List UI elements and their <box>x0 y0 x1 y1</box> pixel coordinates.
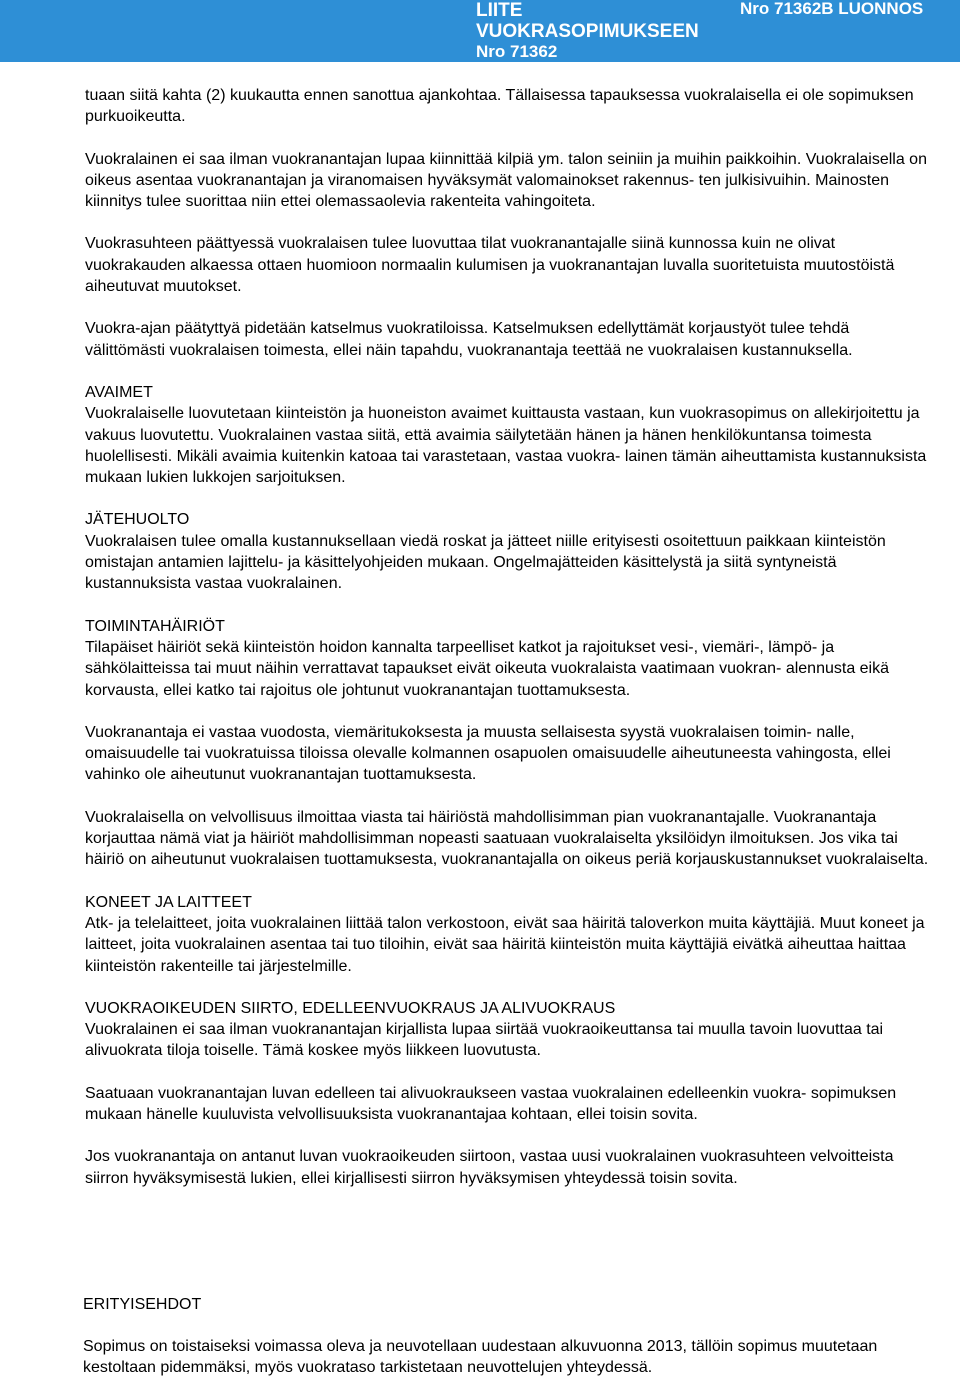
header-document-number: Nro 71362B LUONNOS <box>740 0 924 18</box>
section-heading-disruptions: TOIMINTAHÄIRIÖT <box>85 617 225 635</box>
header-title-line1: LIITE <box>476 0 523 21</box>
paragraph-waste: Vuokralaisen tulee omalla kustannuksellaan viedä roskat ja jätteet niille erityisesti osoitettuun paikkaan kiinteistön omistajan antamien lajittelu- ja käsittelyohjeiden mukaan. Ongelmajätteiden käsittelystä ja siitä syntyneistä kustannuksista vastaa vuokralainen. <box>85 532 886 593</box>
paragraph-transfer-3: Jos vuokranantaja on antanut luvan vuokraoikeuden siirtoon, vastaa uusi vuokralainen vuokrasuhteen velvoitteista siirron hyväksymisestä lukien, ellei kirjallisesti siirron hyväksymisen yhteydessä toisin sovita. <box>85 1148 894 1187</box>
section-heading-keys: AVAIMET <box>85 383 153 401</box>
paragraph-disruptions-1: Tilapäiset häiriöt sekä kiinteistön hoidon kannalta tarpeelliset katkot ja rajoitukset vesi-, viemäri-, lämpö- ja sähkölaitteissa tai muut näihin verrattavat tapaukset eivät oikeuta vuokralaista vaatimaan vuokran- alennusta eikä korvausta, ellei katko tai rajoitus ole johtunut vuokranantajan tuottamuksesta. <box>85 638 890 699</box>
document-body <box>85 85 930 1189</box>
paragraph-notice: tuaan siitä kahta (2) kuukautta ennen sanottua ajankohtaa. Tällaisessa tapauksessa vuokralaisella ei ole sopimuksen purkuoikeutta. <box>85 87 914 126</box>
paragraph-disruptions-2: Vuokranantaja ei vastaa vuodosta, viemäritukoksesta ja muusta sellaisesta syystä vuokralaisen toimin- nalle, omaisuudelle tai vuokratuissa tiloissa olevalle kolmannen osapuolen omaisuudelle aiheutuneesta vahingosta, ellei vahinko ole aiheutunut vuokranantajan tuottamuksesta. <box>85 723 891 784</box>
paragraph-equipment: Atk- ja telelaitteet, joita vuokralainen liittää talon verkostoon, eivät saa häiritä taloverkon muita käyttäjiä. Muut koneet ja laitteet, joita vuokralainen asentaa tai tuo tiloihin, eivät saa häiritä kiinteistön muita käyttäjiä eivätkä aiheuttaa haittaa kiinteistön rakenteille tai järjestelmille. <box>85 914 925 975</box>
section-heading-equipment: KONEET JA LAITTEET <box>85 893 252 911</box>
paragraph-signs: Vuokralainen ei saa ilman vuokranantajan lupaa kiinnittää kilpiä ym. talon seiniin ja muihin paikkoihin. Vuokralaisella on oikeus asentaa vuokranantajan ja viranomaisen hyväksymät valomainokset rakennus- ten julkisivuihin. Mainosten kiinnitys tulee suorittaa niin ettei olemassaolevia rakenteita vahingoiteta. <box>85 150 927 211</box>
paragraph-special-terms: Sopimus on toistaiseksi voimassa oleva ja neuvotellaan uudestaan alkuvuonna 2013, tällöin sopimus muutetaan kestoltaan pidemmäksi, myös vuokrataso tarkistetaan neuvottelujen yhteydessä. <box>83 1338 878 1377</box>
paragraph-end-of-lease: Vuokrasuhteen päättyessä vuokralaisen tulee luovuttaa tilat vuokranantajalle siinä kunnossa kuin ne olivat vuokrakauden alkaessa ottaen huomioon normaalin kulumisen ja vuokranantajan luvalla suoritetuista muutostöistä aiheutuvat muutokset. <box>85 235 895 296</box>
paragraph-disruptions-3: Vuokralaisella on velvollisuus ilmoittaa viasta tai häiriöstä mahdollisimman pian vuokranantajalle. Vuokranantaja korjauttaa nämä viat ja häiriöt mahdollisimman nopeasti saatuaan vuokralaiselta yksilöidyn ilmoituksen. Jos vika tai häiriö on aiheutunut vuokralaisen tuottamuksesta, vuokranantajalla on oikeus periä korjauskustannukset vuokralaiselta. <box>85 808 929 869</box>
paragraph-transfer-2: Saatuaan vuokranantajan luvan edelleen tai alivuokraukseen vastaa vuokralainen edelleenkin vuokra- sopimuksen mukaan hänelle kuuluvista velvollisuuksista vuokranantajaa kohtaan, ellei toisin sovita. <box>85 1084 897 1123</box>
section-heading-special-terms: ERITYISEHDOT <box>83 1296 202 1313</box>
header-title-line3: Nro 71362 <box>476 42 558 61</box>
document-header <box>0 0 960 62</box>
paragraph-keys: Vuokralaiselle luovutetaan kiinteistön ja huoneiston avaimet kuittausta vastaan, kun vuokrasopimus on allekirjoitettu ja vakuus luovutettu. Vuokralainen vastaa siitä, että avaimia säilytetään hänen ja hänen henkilökuntansa toimesta huolellisesti. Mikäli avaimia kuitenkin katoaa tai varastetaan, vastaa vuokra- lainen tämän aiheuttamista kustannuksista mukaan lukien lukkojen sarjoituksen. <box>85 405 927 487</box>
section-heading-transfer: VUOKRAOIKEUDEN SIIRTO, EDELLEENVUOKRAUS JA ALIVUOKRAUS <box>85 999 616 1017</box>
section-heading-waste: JÄTEHUOLTO <box>85 511 190 529</box>
paragraph-inspection: Vuokra-ajan päätyttyä pidetään katselmus vuokratiloissa. Katselmuksen edellyttämät korjaustyöt tulee tehdä välittömästi vuokralaisen toimesta, ellei näin tapahdu, vuokranantaja teettää ne vuokralaisen kustannuksella. <box>85 320 853 359</box>
header-title-line2: VUOKRASOPIMUKSEEN <box>476 21 699 42</box>
header-title <box>476 0 746 61</box>
paragraph-transfer-1: Vuokralainen ei saa ilman vuokranantajan kirjallista lupaa siirtää vuokraoikeuttansa tai muulla tavoin luovuttaa tai alivuokrata tiloja toiselle. Tämä koskee myös liikkeen luovutusta. <box>85 1021 884 1060</box>
